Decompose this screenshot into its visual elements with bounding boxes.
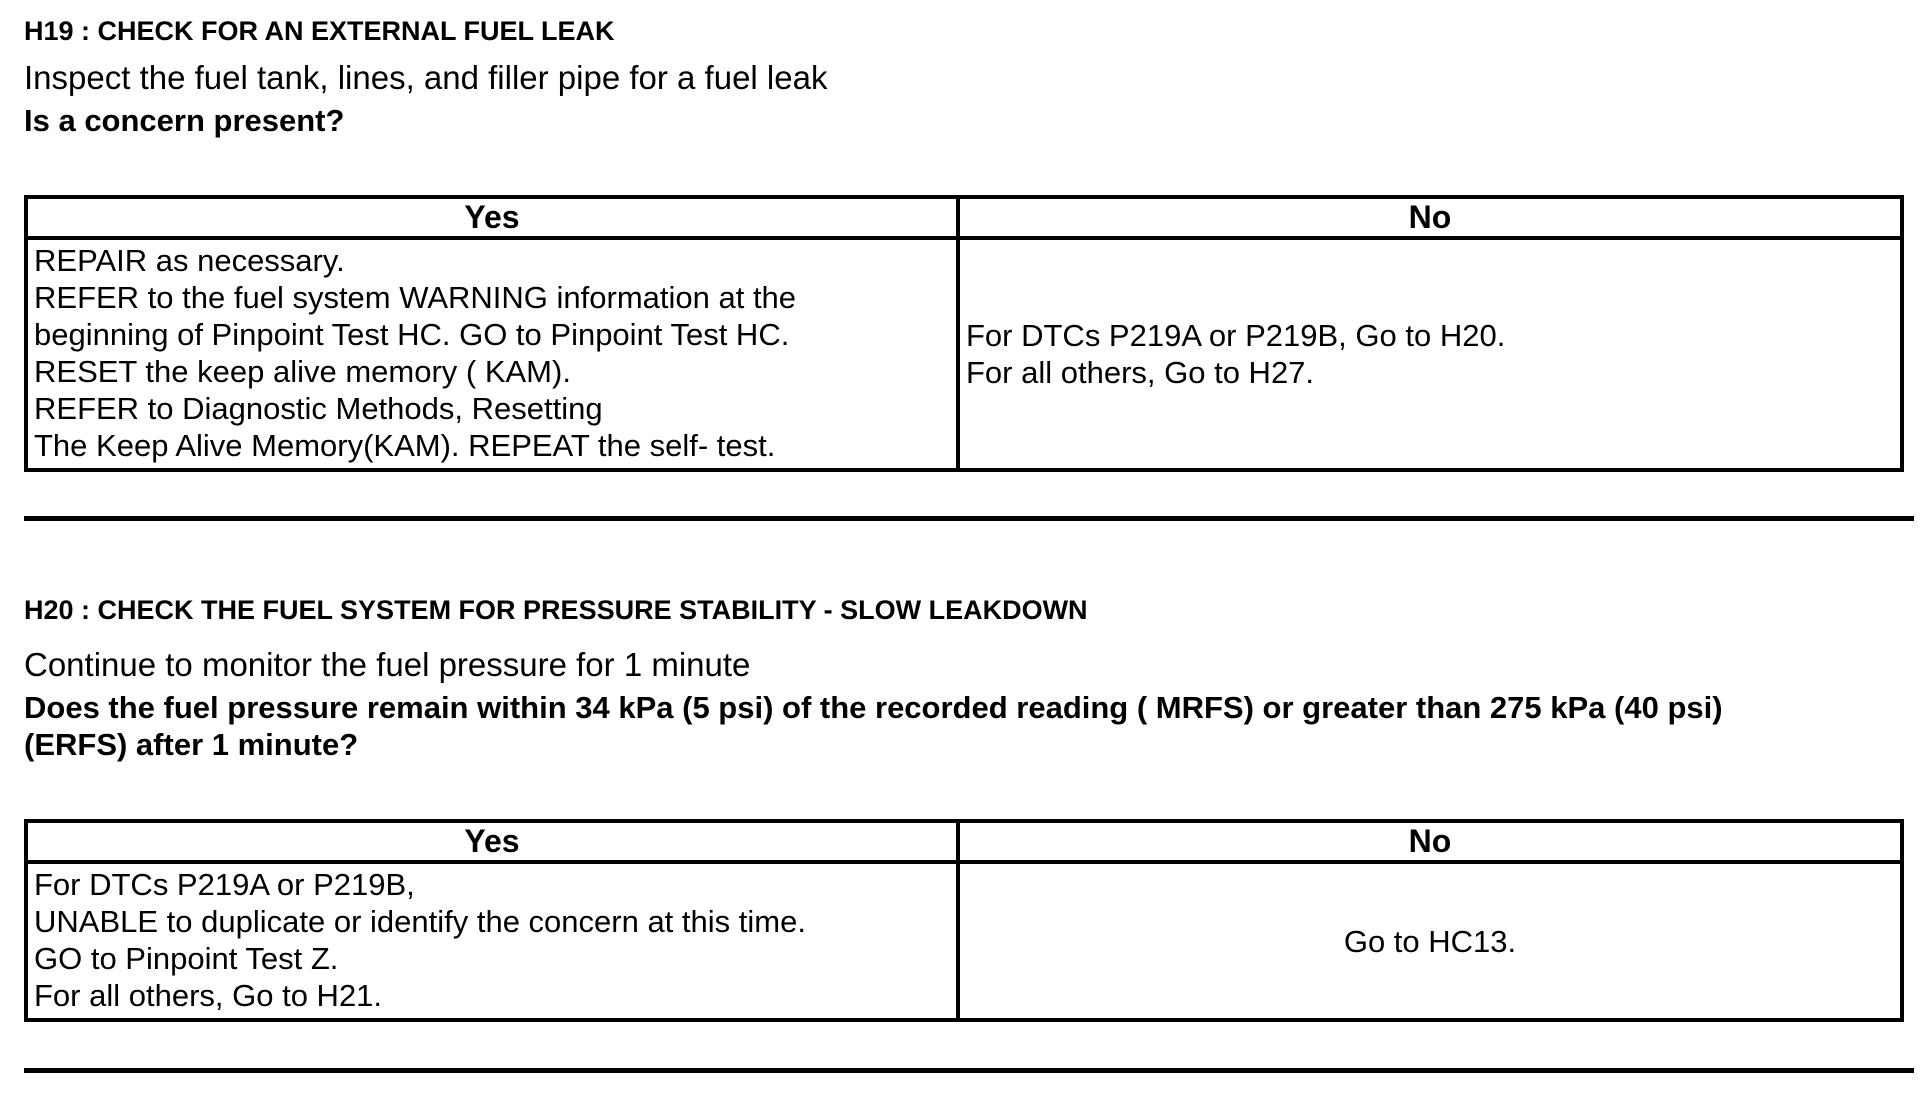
table-header-row: [26, 821, 1902, 862]
step-title-h20: H20 : CHECK THE FUEL SYSTEM FOR PRESSURE STABILITY - SLOW LEAKDOWN: [24, 595, 1088, 625]
no-header: No: [958, 197, 1902, 238]
yes-line: UNABLE to duplicate or identify the concern at this time.: [34, 904, 806, 939]
section-h19: [24, 14, 1914, 521]
instruction-h20: Continue to monitor the fuel pressure for 1 minute: [24, 646, 751, 683]
step-title-h19: H19 : CHECK FOR AN EXTERNAL FUEL LEAK: [24, 16, 615, 46]
yes-header: Yes: [26, 821, 958, 862]
section-divider: [24, 1068, 1914, 1073]
section-h20: [24, 593, 1914, 1073]
question-h19: Is a concern present?: [24, 103, 345, 138]
yes-line: REPAIR as necessary.: [34, 243, 345, 278]
no-line: For all others, Go to H27.: [966, 355, 1315, 390]
yes-line: REFER to Diagnostic Methods, Resetting: [34, 391, 603, 426]
table-row: [26, 238, 1902, 470]
table-row: [26, 862, 1902, 1020]
yes-line: GO to Pinpoint Test Z.: [34, 941, 339, 976]
yes-cell: [26, 238, 958, 470]
no-line: Go to HC13.: [1343, 923, 1517, 959]
no-cell: [958, 238, 1902, 470]
question-line: (ERFS) after 1 minute?: [24, 727, 359, 762]
document-page: [24, 14, 1914, 1073]
no-header: No: [958, 821, 1902, 862]
yes-header: Yes: [26, 197, 958, 238]
question-h20: [24, 689, 1914, 763]
question-line: Does the fuel pressure remain within 34 kPa (5 psi) of the recorded reading ( MRFS) or greater than 275 kPa (40 psi): [24, 690, 1723, 725]
instruction-h19: Inspect the fuel tank, lines, and filler pipe for a fuel leak: [24, 59, 828, 96]
no-line: For DTCs P219A or P219B, Go to H20.: [966, 318, 1506, 353]
yes-cell: [26, 862, 958, 1020]
table-header-row: [26, 197, 1902, 238]
yes-line: The Keep Alive Memory(KAM). REPEAT the self- test.: [34, 428, 776, 463]
yes-line: For all others, Go to H21.: [34, 978, 383, 1013]
no-cell: [958, 862, 1902, 1020]
section-divider: [24, 516, 1914, 521]
yes-line: For DTCs P219A or P219B,: [34, 867, 415, 902]
yes-line: RESET the keep alive memory ( KAM).: [34, 354, 571, 389]
yes-line: beginning of Pinpoint Test HC. GO to Pinpoint Test HC.: [34, 317, 790, 352]
decision-table-h19: [24, 195, 1904, 472]
decision-table-h20: [24, 819, 1904, 1022]
yes-line: REFER to the fuel system WARNING information at the: [34, 280, 797, 315]
